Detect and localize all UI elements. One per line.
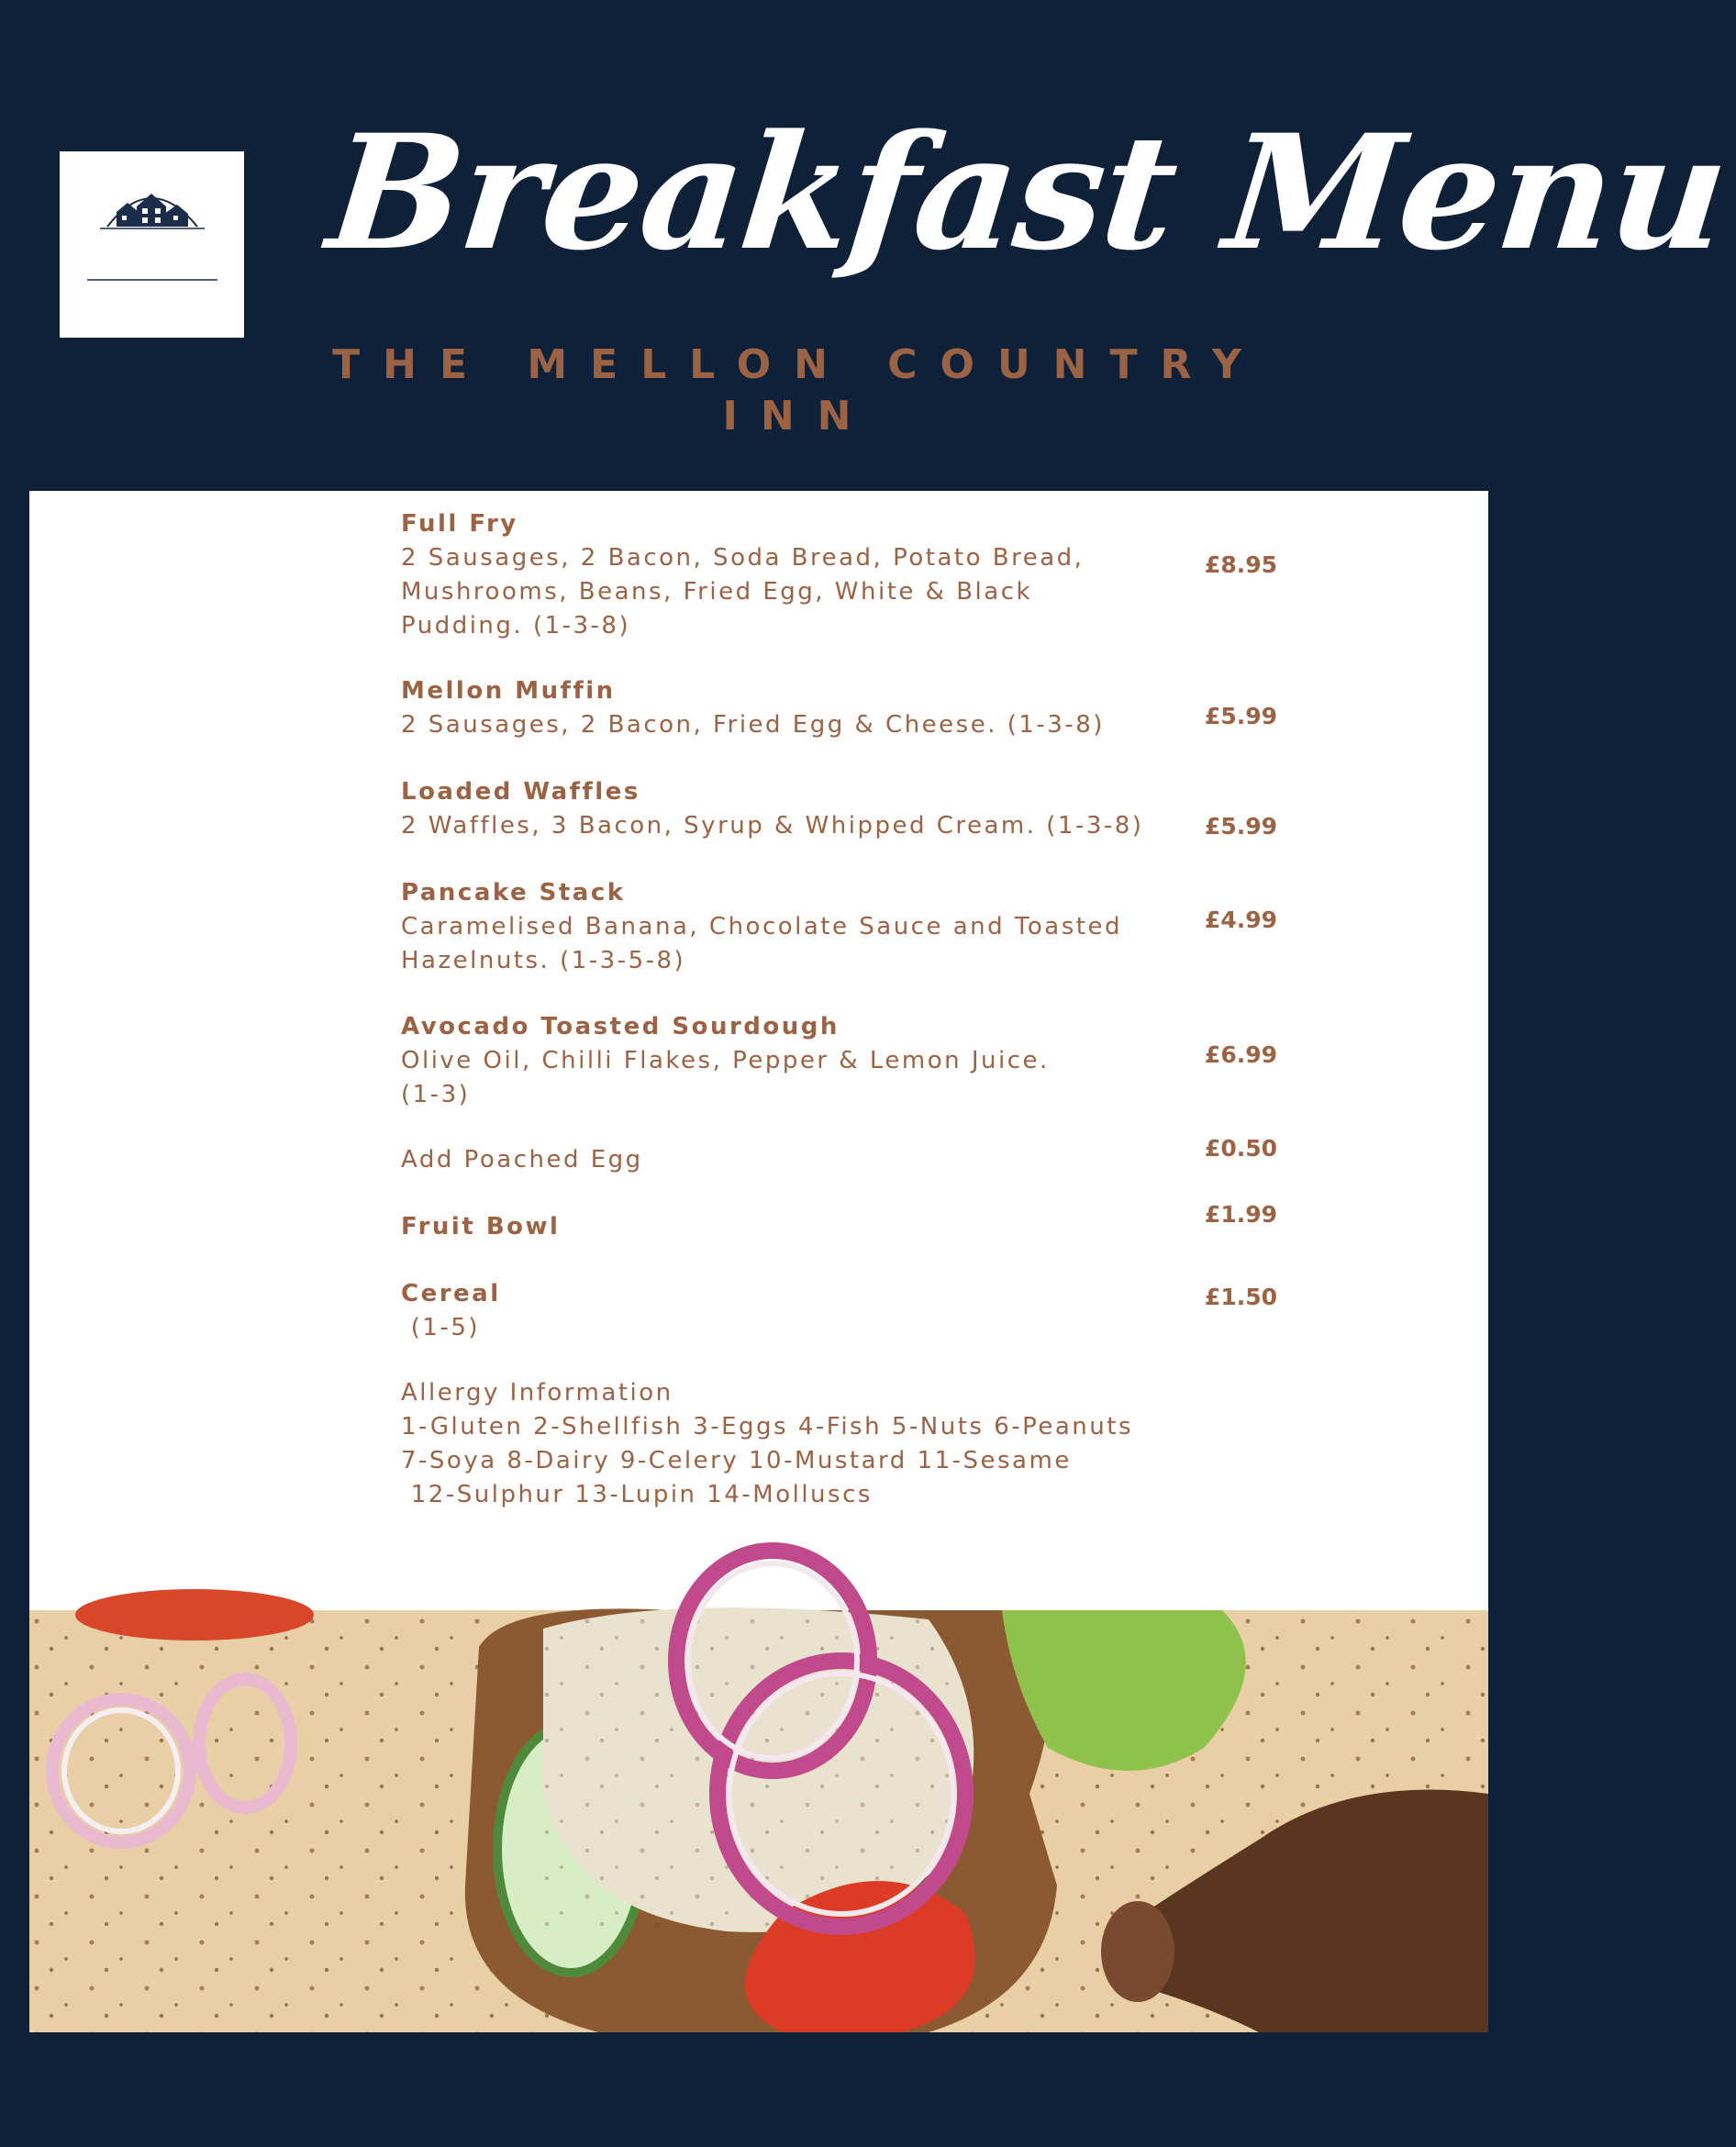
item-name: Mellon Muffin: [401, 677, 616, 705]
item-description: Olive Oil, Chilli Flakes, Pepper & Lemon Juice. (1-3): [401, 1047, 1050, 1108]
sandwich-photo: [29, 1610, 1488, 2032]
item-price: £0.50: [1204, 1135, 1277, 1162]
item-price: £4.99: [1204, 907, 1277, 933]
item-description: (1-5): [401, 1314, 481, 1341]
item-name: Pancake Stack: [401, 879, 626, 907]
page-title: Breakfast Menu: [320, 99, 1735, 285]
allergy-information: Allergy Information 1-Gluten 2-Shellfish 3-Eggs 4-Fish 5-Nuts 6-Peanuts 7-Soya 8-Dairy 9-Celery 10-Mustard 11-Sesame 12-Sulphur 13-Lupin 14-Molluscs: [401, 1379, 1134, 1508]
item-price: £5.99: [1204, 813, 1277, 840]
inn-name-subtitle: THE MELLON COUNTRY INN: [332, 341, 1264, 439]
item-description: 2 Sausages, 2 Bacon, Soda Bread, Potato Bread, Mushrooms, Beans, Fried Egg, White & Black Pudding. (1-3-8): [401, 544, 1085, 640]
item-description: Add Poached Egg: [401, 1146, 643, 1174]
menu-panel: [29, 491, 1488, 1610]
item-description: 2 Sausages, 2 Bacon, Fried Egg & Cheese. (1-3-8): [401, 711, 1105, 739]
item-name: Avocado Toasted Sourdough: [401, 1013, 840, 1040]
item-price: £1.50: [1204, 1284, 1277, 1310]
item-name: Loaded Waffles: [401, 778, 640, 806]
item-price: £6.99: [1204, 1041, 1277, 1068]
item-name: Cereal: [401, 1280, 501, 1307]
item-description: Caramelised Banana, Chocolate Sauce and Toasted Hazelnuts. (1-3-5-8): [401, 913, 1122, 974]
item-name: Fruit Bowl: [401, 1213, 561, 1240]
inn-logo: [60, 151, 244, 338]
item-price: £8.95: [1204, 551, 1277, 578]
item-description: 2 Waffles, 3 Bacon, Syrup & Whipped Cream. (1-3-8): [401, 812, 1144, 840]
item-price: £5.99: [1204, 703, 1277, 729]
item-name: Full Fry: [401, 510, 518, 538]
item-price: £1.99: [1204, 1201, 1277, 1228]
